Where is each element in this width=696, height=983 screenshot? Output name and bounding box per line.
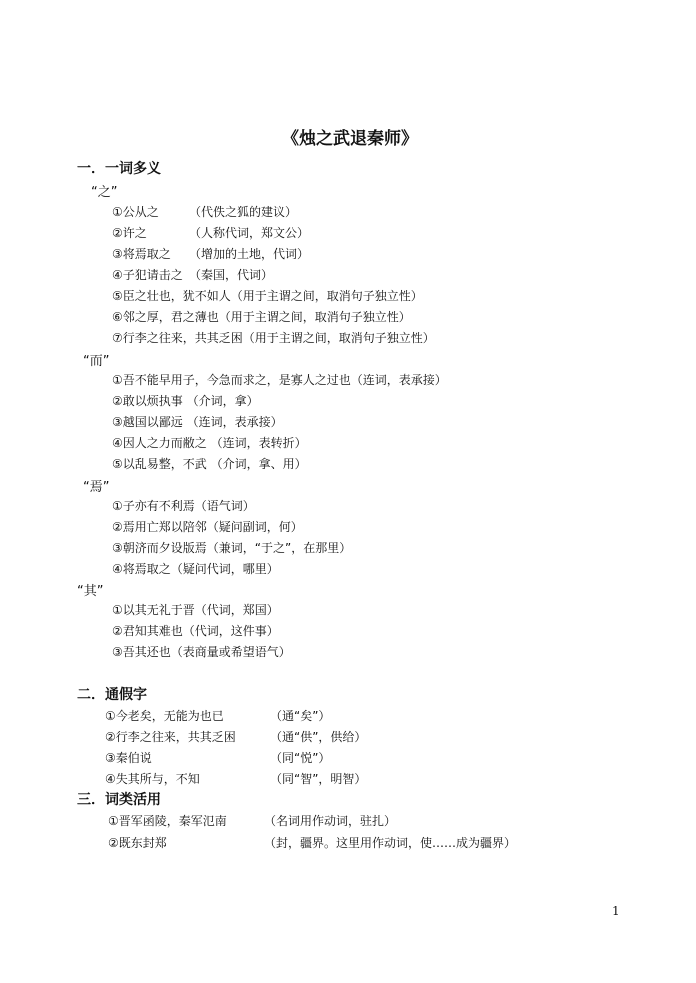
list-item-gloss: （增加的土地，代词）	[189, 247, 310, 261]
list-item: ④子犯请击之	[112, 268, 183, 282]
section-heading-tongjiazi: 二．通假字	[77, 687, 147, 703]
list-item: ⑤臣之壮也，犹不如人（用于主谓之间，取消句子独立性）	[112, 289, 423, 303]
list-item: ③朝济而夕设版焉（兼词，“于之”，在那里）	[112, 541, 352, 555]
list-item: ②许之	[112, 226, 147, 240]
word-label-zhi: “之”	[91, 185, 118, 200]
list-item: ①公从之	[112, 205, 159, 219]
list-item: ③越国以鄙远 （连词，表承接）	[112, 415, 283, 429]
list-item: ②君知其难也（代词，这件事）	[112, 624, 279, 638]
document-title: 《烛之武退秦师》	[282, 129, 418, 149]
list-item: ④失其所与，不知	[105, 772, 200, 786]
list-item-gloss: （同“悦”）	[270, 751, 331, 765]
list-item: ③将焉取之	[112, 247, 171, 261]
page-number: 1	[612, 904, 620, 918]
section-heading-word-class: 三．词类活用	[77, 792, 161, 808]
list-item: ⑥邻之厚，君之薄也（用于主谓之间，取消句子独立性）	[112, 310, 411, 324]
list-item: ②行李之往来，共其乏困	[105, 730, 236, 744]
list-item: ④因人之力而敝之 （连词，表转折）	[112, 436, 307, 450]
list-item: ②既东封郑	[108, 836, 167, 850]
list-item-gloss: （通“矣”）	[270, 709, 331, 723]
list-item-gloss: （通“供”，供给）	[270, 730, 367, 744]
list-item: ①子亦有不利焉（语气词）	[112, 499, 255, 513]
list-item: ①晋军函陵，秦军氾南	[108, 814, 227, 828]
list-item-gloss: （秦国，代词）	[189, 268, 274, 282]
list-item: ②敢以烦执事 （介词，拿）	[112, 394, 259, 408]
list-item: ①以其无礼于晋（代词，郑国）	[112, 603, 279, 617]
list-item-gloss: （代佚之狐的建议）	[189, 205, 298, 219]
list-item: ③秦伯说	[105, 751, 152, 765]
list-item: ⑦行李之往来，共其乏困（用于主谓之间，取消句子独立性）	[112, 331, 435, 345]
list-item: ④将焉取之（疑问代词，哪里）	[112, 562, 279, 576]
word-label-yan: “焉”	[83, 480, 110, 495]
list-item: ①今老矣，无能为也已	[105, 709, 224, 723]
list-item-gloss: （名词用作动词，驻扎）	[264, 814, 397, 828]
word-label-er: “而”	[83, 354, 110, 369]
list-item: ②焉用亡郑以陪邻（疑问副词，何）	[112, 520, 303, 534]
list-item: ③吾其还也（表商量或希望语气）	[112, 645, 291, 659]
list-item-gloss: （人称代词，郑文公）	[189, 226, 310, 240]
list-item-gloss: （封，疆界。这里用作动词，使……成为疆界）	[264, 836, 517, 850]
section-heading-polysemy: 一．一词多义	[77, 161, 161, 177]
list-item: ①吾不能早用子，今急而求之，是寡人之过也（连词，表承接）	[112, 373, 447, 387]
word-label-qi: “其”	[77, 584, 104, 599]
list-item: ⑤以乱易整，不武 （介词，拿、用）	[112, 457, 307, 471]
list-item-gloss: （同“智”，明智）	[270, 772, 367, 786]
